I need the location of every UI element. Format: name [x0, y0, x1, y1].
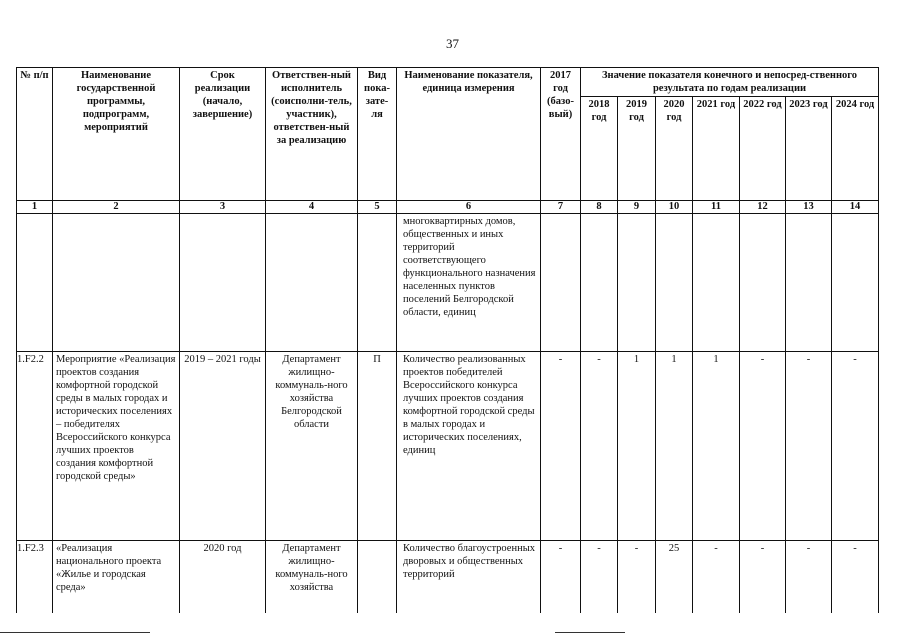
column-number: 1: [17, 201, 53, 214]
header-col-responsible: Ответствен-ный исполнитель (соисполни-тель, участник), ответствен-ный за реализацию: [266, 68, 358, 201]
row-value: [832, 214, 879, 352]
header-year: 2022 год: [740, 97, 786, 201]
row-kind: [358, 214, 397, 352]
header-row: [17, 68, 879, 97]
row-code: [17, 214, 53, 352]
column-number: 7: [541, 201, 581, 214]
column-number: 12: [740, 201, 786, 214]
row-responsible: Департамент жилищно-коммуналь-ного хозяйства: [266, 541, 358, 613]
row-kind: [358, 541, 397, 613]
column-number: 6: [397, 201, 541, 214]
row-code: 1.F2.2: [17, 352, 53, 541]
column-number: 2: [53, 201, 180, 214]
row-period: 2020 год: [180, 541, 266, 613]
row-value: 1: [693, 352, 740, 541]
row-value: -: [786, 352, 832, 541]
table-row: [17, 541, 879, 613]
column-number: 3: [180, 201, 266, 214]
column-number-row: [17, 201, 879, 214]
header-year: 2018 год: [581, 97, 618, 201]
row-kind: П: [358, 352, 397, 541]
header-col-name: Наименование государственной программы, подпрограмм, мероприятий: [53, 68, 180, 201]
row-value: [581, 214, 618, 352]
header-col-group: Значение показателя конечного и непосред-ственного результата по годам реализации: [581, 68, 879, 97]
row-responsible: [266, 214, 358, 352]
row-value: [541, 214, 581, 352]
row-value: -: [740, 541, 786, 613]
row-value: -: [786, 541, 832, 613]
column-number: 4: [266, 201, 358, 214]
row-name: Мероприятие «Реализация проектов создания комфортной городской среды в малых городах и исторических поселениях – победителях Всероссийского конкурса лучших проектов создания комфортной городской среды»: [53, 352, 180, 541]
header-col-base-year: 2017 год (базо-вый): [541, 68, 581, 201]
table-row: [17, 352, 879, 541]
row-value: -: [832, 541, 879, 613]
row-value: -: [618, 541, 656, 613]
header-col-kind: Вид пока-зате-ля: [358, 68, 397, 201]
bottom-scan-line: [555, 632, 625, 633]
header-year: 2020 год: [656, 97, 693, 201]
row-value: [618, 214, 656, 352]
header-year: 2023 год: [786, 97, 832, 201]
row-value: -: [581, 541, 618, 613]
column-number: 13: [786, 201, 832, 214]
column-number: 10: [656, 201, 693, 214]
table-row: [17, 214, 879, 352]
row-name: «Реализация национального проекта «Жилье и городская среда»: [53, 541, 180, 613]
column-number: 8: [581, 201, 618, 214]
row-value: -: [541, 352, 581, 541]
row-value: 1: [656, 352, 693, 541]
row-period: 2019 – 2021 годы: [180, 352, 266, 541]
row-value: [656, 214, 693, 352]
header-year: 2024 год: [832, 97, 879, 201]
row-code: 1.F2.3: [17, 541, 53, 613]
indicator-table: [16, 67, 879, 613]
row-value: [693, 214, 740, 352]
row-period: [180, 214, 266, 352]
header-year: 2021 год: [693, 97, 740, 201]
row-value: [740, 214, 786, 352]
row-value: -: [740, 352, 786, 541]
row-value: -: [541, 541, 581, 613]
row-value: [786, 214, 832, 352]
column-number: 9: [618, 201, 656, 214]
row-indicator: Количество благоустроенных дворовых и общественных территорий: [397, 541, 541, 613]
row-indicator: Количество реализованных проектов победителей Всероссийского конкурса лучших проектов создания комфортной городской среды в малых городах и исторических поселениях, единиц: [397, 352, 541, 541]
header-col-period: Срок реализации (начало, завершение): [180, 68, 266, 201]
bottom-scan-line: [0, 632, 150, 633]
header-col-number: № п/п: [17, 68, 53, 201]
row-name: [53, 214, 180, 352]
row-responsible: Департамент жилищно-коммуналь-ного хозяйства Белгородской области: [266, 352, 358, 541]
row-value: -: [693, 541, 740, 613]
header-year: 2019 год: [618, 97, 656, 201]
header-col-indicator: Наименование показателя, единица измерения: [397, 68, 541, 201]
row-indicator: многоквартирных домов, общественных и иных территорий соответствующего функционального назначения населенных пунктов поселений Белгородской области, единиц: [397, 214, 541, 352]
column-number: 5: [358, 201, 397, 214]
column-number: 14: [832, 201, 879, 214]
row-value: -: [581, 352, 618, 541]
row-value: -: [832, 352, 879, 541]
row-value: 25: [656, 541, 693, 613]
row-value: 1: [618, 352, 656, 541]
column-number: 11: [693, 201, 740, 214]
page-number: 37: [446, 36, 459, 51]
